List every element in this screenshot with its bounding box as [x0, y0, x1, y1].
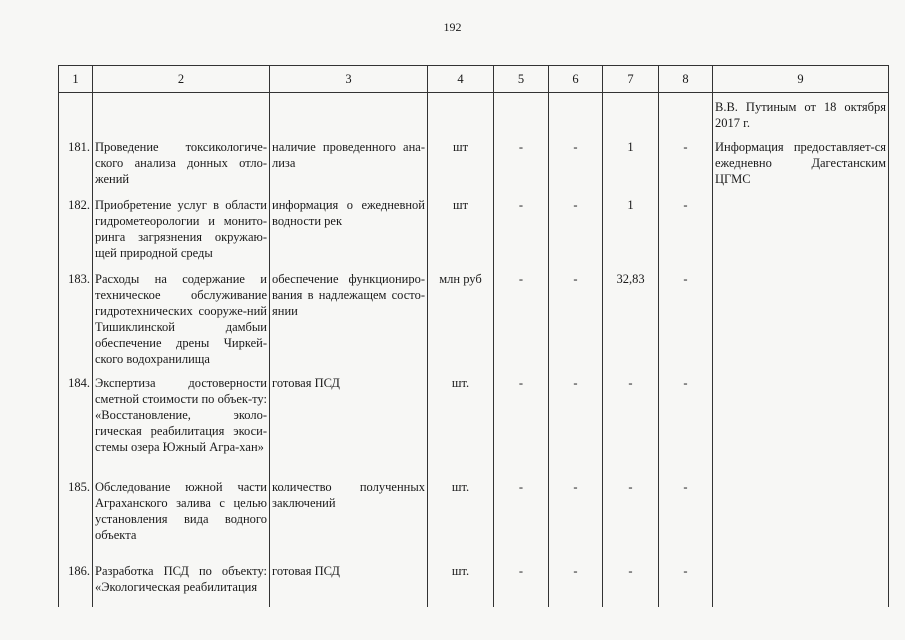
header-col-5: 5	[494, 66, 549, 93]
row-result: готовая ПСД	[270, 563, 428, 607]
table-row	[59, 197, 889, 271]
row-col-5: -	[494, 563, 549, 607]
row-col-5: -	[494, 139, 549, 197]
row-col-8: -	[659, 563, 713, 607]
continuation-row	[59, 93, 889, 139]
row-result: готовая ПСД	[270, 375, 428, 479]
row-col-5: -	[494, 479, 549, 563]
row-measure: Приобретение услуг в области гидрометеорологии и монито-ринга загрязнения окружаю-щей природной среды	[93, 197, 270, 271]
table-row	[59, 563, 889, 607]
row-col-5: -	[494, 197, 549, 271]
row-col-6: -	[549, 197, 603, 271]
header-col-4: 4	[428, 66, 494, 93]
row-note	[713, 479, 889, 563]
row-unit: шт	[428, 197, 494, 271]
row-note	[713, 271, 889, 375]
row-col-6: -	[549, 375, 603, 479]
row-result: обеспечение функциониро-вания в надлежащем состо-янии	[270, 271, 428, 375]
row-col-6: -	[549, 139, 603, 197]
row-col-8: -	[659, 479, 713, 563]
row-col-7: 1	[603, 139, 659, 197]
row-measure: Экспертиза достоверности сметной стоимости по объек-ту: «Восстановление, эколо-гическая реабилитация экоси-стемы озера Южный Агра-хан»	[93, 375, 270, 479]
row-col-8: -	[659, 139, 713, 197]
header-col-1: 1	[59, 66, 93, 93]
row-col-6: -	[549, 479, 603, 563]
table-row	[59, 271, 889, 375]
header-col-7: 7	[603, 66, 659, 93]
table-row	[59, 479, 889, 563]
page-number: 192	[443, 20, 462, 34]
row-number: 183.	[59, 271, 93, 375]
row-number: 182.	[59, 197, 93, 271]
row-number: 181.	[59, 139, 93, 197]
row-measure: Обследование южной части Аграханского залива с целью установления вида водного объекта	[93, 479, 270, 563]
header-col-9: 9	[713, 66, 889, 93]
row-col-7: 32,83	[603, 271, 659, 375]
row-measure: Проведение токсикологиче-ского анализа донных отло-жений	[93, 139, 270, 197]
row-col-8: -	[659, 271, 713, 375]
plan-table	[58, 65, 889, 607]
row-measure: Разработка ПСД по объекту: «Экологическая реабилитация	[93, 563, 270, 607]
row-number: 185.	[59, 479, 93, 563]
row-note	[713, 197, 889, 271]
header-col-6: 6	[549, 66, 603, 93]
row-col-8: -	[659, 197, 713, 271]
row-col-7: -	[603, 563, 659, 607]
table-header	[59, 66, 889, 93]
table-row	[59, 139, 889, 197]
row-result: информация о ежедневной водности рек	[270, 197, 428, 271]
row-note	[713, 563, 889, 607]
table-row	[59, 375, 889, 479]
row-unit: млн руб	[428, 271, 494, 375]
continuation-note: В.В. Путиным от 18 октября 2017 г.	[713, 93, 889, 139]
row-number: 184.	[59, 375, 93, 479]
row-col-5: -	[494, 375, 549, 479]
row-unit: шт.	[428, 479, 494, 563]
header-col-3: 3	[270, 66, 428, 93]
row-col-6: -	[549, 563, 603, 607]
row-col-7: -	[603, 375, 659, 479]
row-result: наличие проведенного ана-лиза	[270, 139, 428, 197]
row-col-8: -	[659, 375, 713, 479]
row-measure: Расходы на содержание и техническое обслуживание гидротехнических сооруже-ний Тишиклинской дамбыи обеспечение дрены Чиркей-ского водохранилища	[93, 271, 270, 375]
row-col-7: -	[603, 479, 659, 563]
row-unit: шт	[428, 139, 494, 197]
row-col-7: 1	[603, 197, 659, 271]
header-col-8: 8	[659, 66, 713, 93]
row-unit: шт.	[428, 563, 494, 607]
row-note	[713, 375, 889, 479]
row-result: количество полученных заключений	[270, 479, 428, 563]
row-number: 186.	[59, 563, 93, 607]
row-col-5: -	[494, 271, 549, 375]
row-col-6: -	[549, 271, 603, 375]
row-note: Информация предоставляет-ся ежедневно Дагестанским ЦГМС	[713, 139, 889, 197]
row-unit: шт.	[428, 375, 494, 479]
header-col-2: 2	[93, 66, 270, 93]
